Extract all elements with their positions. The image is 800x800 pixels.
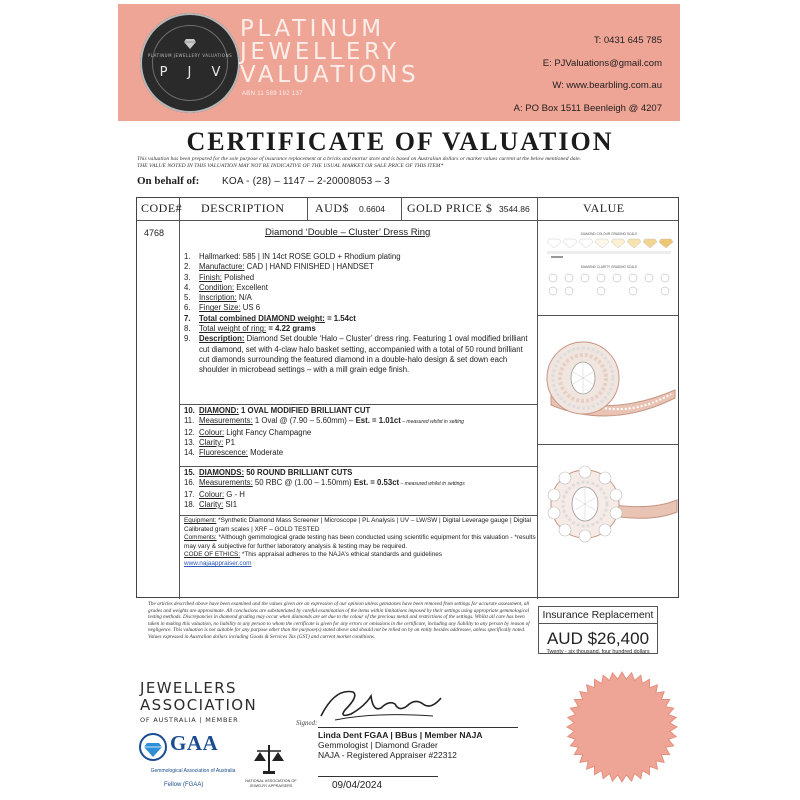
gold-price-label: GOLD PRICE $ <box>407 201 493 215</box>
item-text: Diamond Set double ‘Halo – Cluster’ dress ring. Featuring 1 oval modified brilliant cut diamond, set with 4-claw halo basket setting, accompanied with a total of 50 round brilliant cut diamonds surrounding the featured diamond in a double-halo design & set down each shoulder in microbead settings – with a mill grain edge finish. <box>199 334 528 375</box>
list-item <box>184 438 534 448</box>
item-text: Polished <box>221 272 255 282</box>
list-item <box>184 468 534 478</box>
item-label: Fluorescence: <box>199 448 248 458</box>
signer-registration: NAJA - Registered Appraiser #22312 <box>318 750 457 760</box>
item-label: Total combined DIAMOND weight: <box>199 313 325 323</box>
item-label: Condition: <box>199 282 235 292</box>
list-item <box>184 416 534 427</box>
certificate-title: CERTIFICATE OF VALUATION <box>186 127 614 156</box>
fellow-abbr: (FGAA) <box>181 782 204 788</box>
item-number: 14. <box>184 448 195 458</box>
grading-scale-chart <box>543 228 675 300</box>
item-label: Inscription: <box>199 293 237 303</box>
ring-top-photo <box>543 450 679 560</box>
signature-line <box>318 727 518 728</box>
col-divider <box>307 198 308 220</box>
item-number: 18. <box>184 499 195 509</box>
list-item <box>184 314 534 324</box>
item-label: Colour: <box>199 489 225 499</box>
equipment-line <box>184 517 536 534</box>
header-rule <box>137 220 678 221</box>
item-label: Manufacture: <box>199 262 245 272</box>
logo-ring-text: PLATINUM JEWELLERY VALUATIONS <box>147 53 233 58</box>
item-number: 15. <box>184 468 195 477</box>
comments-line <box>184 534 536 551</box>
naja-scales-icon <box>251 741 287 777</box>
item-number: 4. <box>184 282 191 292</box>
item-text: Hallmarked: 585 | IN 14ct ROSE GOLD + Rhodium plating <box>199 252 401 261</box>
list-item <box>184 406 534 416</box>
comments-label: Comments: <box>184 534 217 542</box>
ethics-line <box>184 551 536 560</box>
list-item <box>184 428 534 438</box>
letterhead-band <box>118 4 680 121</box>
item-number: 13. <box>184 437 195 447</box>
valuation-date: 09/04/2024 <box>332 780 383 791</box>
item-label: Measurements: <box>199 478 253 488</box>
abn-number: ABN 11 589 192 137 <box>242 91 303 97</box>
item-text: CAD | HAND FINISHED | HANDSET <box>244 262 374 272</box>
ja-line-1: JEWELLERS <box>140 679 237 697</box>
value-rule <box>537 315 678 316</box>
value-header: VALUE <box>583 201 625 215</box>
item-text: 1 Oval @ (7.90 – 5.60mm) – <box>252 416 356 426</box>
item-label: Total weight of ring: <box>199 324 267 334</box>
preamble <box>137 156 667 170</box>
list-item <box>184 303 534 313</box>
item-estimate: Est. = 1.01ct <box>355 416 401 426</box>
aud-header-label: AUD$ <box>315 201 349 215</box>
colour-scale-gems <box>547 239 673 248</box>
list-item <box>184 500 534 510</box>
item-text: = 1.54ct <box>324 313 356 323</box>
list-item <box>184 334 534 375</box>
on-behalf-label: On behalf of: <box>137 175 200 187</box>
item-label: Clarity: <box>199 499 224 509</box>
item-text: Excellent <box>234 282 268 292</box>
signer-name: Linda Dent FGAA | BBus | Member NAJA <box>318 730 483 740</box>
brand-line-2: JEWELLERY <box>240 39 400 65</box>
item-text: 50 RBC @ (1.00 – 1.50mm) <box>252 478 354 488</box>
item-number: 10. <box>184 406 195 415</box>
item-text: P1 <box>223 437 235 447</box>
section-rule <box>180 466 537 467</box>
equipment-notes <box>184 517 536 569</box>
gold-price-value: 3544.86 <box>499 204 530 214</box>
item-number: 5. <box>184 293 191 303</box>
item-text: 1 OVAL MODIFIED BRILLIANT CUT <box>238 406 371 415</box>
item-number: 3. <box>184 272 191 282</box>
col-divider <box>537 198 538 599</box>
colour-scale-heading: DIAMOND COLOUR GRADING SCALE <box>580 232 638 236</box>
list-item <box>184 283 534 293</box>
item-label: Measurements: <box>199 416 253 426</box>
item-text: G - H <box>224 489 245 499</box>
ethics-text: *This appraisal adheres to the NAJA’s ethical standards and guidelines <box>240 551 443 559</box>
item-label: Clarity: <box>199 437 224 447</box>
comments-text: *Although gemmological grade testing has been conducted using scientific equipment for this valuation - *results may vary & subjective for further laboratory analysis & testing may be required. <box>184 534 536 550</box>
ring-side-photo <box>543 320 679 440</box>
contact-details <box>514 30 662 120</box>
item-label: Finger Size: <box>199 303 241 313</box>
item-note: – measured whilst in setting <box>400 419 464 426</box>
email-text[interactable]: E: PJValuations@gmail.com <box>542 57 662 69</box>
equipment-label: Equipment: <box>184 517 217 524</box>
section-rule <box>180 404 537 405</box>
equipment-text: *Synthetic Diamond Mass Screener | Microscope | PL Analysis | UV – LW/SW | Digital Leverage gauge | Digital Calibrated gram scales | XRF – GOLD TESTED <box>184 517 532 533</box>
jewellers-association-logo <box>140 680 257 724</box>
item-number: 7. <box>184 313 191 323</box>
item-label: DIAMONDS: <box>199 468 245 477</box>
signer-role: Gemmologist | Diamond Grader <box>318 740 438 750</box>
valuation-table <box>136 197 679 598</box>
naja-link-line <box>184 560 536 569</box>
brand-line-1: PLATINUM <box>240 16 385 42</box>
list-item <box>184 293 534 303</box>
item-text: N/A <box>236 293 252 303</box>
list-item <box>184 273 534 283</box>
item-number: 8. <box>184 324 191 334</box>
insurance-amount-words: Twenty - six thousand, four hundred dollars <box>546 649 650 655</box>
value-rule <box>537 444 678 445</box>
aud-rate: 0.6604 <box>359 204 385 214</box>
ethics-label: CODE OF ETHICS: <box>184 551 241 559</box>
item-text: US 6 <box>240 303 261 313</box>
brand-name <box>240 18 419 87</box>
description-header: DESCRIPTION <box>201 201 285 215</box>
item-text: 50 ROUND BRILLIANT CUTS <box>244 468 353 477</box>
signer-details <box>318 730 483 760</box>
item-number: 1. <box>184 252 191 261</box>
item-number: 9. <box>184 334 191 344</box>
list-item <box>184 262 534 272</box>
item-text: Moderate <box>247 448 284 458</box>
disclaimer-text: The articles described above have been examined and the values given are an expression of our opinion unless gemstones have been removed from settings for accurate assessment, all grades and weights are approximate. All conclusions are substantiated by careful examination of the items within limitations imposed by their settings using appropriate gemmological testing methods. Discrepancies in diamond grading may occur when diamonds are set due to the colour of the precious metal and restrictions of the settings. Whilst all care has been taken in making this valuation, no liability to any person to whom the certificate is given for any errors or omissions in the certificate, including any liability to any person by reason of negligence. This valuation is not suitable for any purpose other than the purpose(s) stated above and should not be relied on by an entity besides addressee, unless specifically noted. Values expressed in Australian dollars including Goods & Services Tax (GST) and current market conditions. <box>148 601 530 640</box>
list-item <box>184 252 534 262</box>
brand-line-3: VALUATIONS <box>240 62 420 88</box>
item-estimate: Est. = 0.53ct <box>353 478 400 488</box>
item-number: 12. <box>184 427 195 437</box>
item-number: 6. <box>184 303 191 313</box>
item-number: 2. <box>184 262 191 272</box>
list-item <box>184 448 534 458</box>
item-label: Description: <box>199 334 245 344</box>
date-line <box>318 776 438 777</box>
logo-monogram: P J V <box>159 65 229 80</box>
item-label: Finish: <box>199 272 222 282</box>
preamble-line-1: This valuation has been prepared for the sole purpose of insurance replacement at a bricks and mortar store and is based on Australian dollars or market values current at the below mentioned date. <box>137 156 581 162</box>
item-note: – measured whilst in settings <box>399 481 465 488</box>
ja-line-3: OF AUSTRALIA | MEMBER <box>140 716 239 724</box>
diamond-icon <box>184 39 196 49</box>
item-number: 11. <box>184 416 195 426</box>
clarity-scale-gems <box>549 274 669 295</box>
list-item <box>184 490 534 500</box>
center-diamond-details <box>184 406 534 458</box>
naja-link[interactable]: www.najaappraiser.com <box>184 559 252 567</box>
col-divider <box>179 198 180 599</box>
fellow-label: Fellow <box>164 782 182 788</box>
item-text: Light Fancy Champagne <box>224 427 312 437</box>
item-number: 16. <box>184 478 195 488</box>
ja-line-2: ASSOCIATION <box>140 696 258 714</box>
address-text: A: PO Box 1511 Beenleigh @ 4207 <box>513 102 662 114</box>
embossed-seal-icon <box>566 671 678 783</box>
handwritten-signature <box>315 682 455 726</box>
item-label: Colour: <box>199 427 225 437</box>
list-item <box>184 478 534 489</box>
logo-inner-ring <box>152 25 228 101</box>
signed-label: Signed: <box>296 719 318 727</box>
col-divider <box>401 198 402 220</box>
item-text: SI1 <box>223 499 238 509</box>
website-text[interactable]: W: www.bearbling.com.au <box>552 80 662 91</box>
phone-text: T: 0431 645 785 <box>593 35 662 46</box>
on-behalf-value: KOA - (28) – 1147 – 2-20008053 – 3 <box>222 176 390 187</box>
pjv-logo <box>140 13 240 113</box>
insurance-amount: AUD $26,400 <box>546 629 650 648</box>
code-header: CODE# <box>141 201 183 215</box>
melee-diamond-details <box>184 468 534 510</box>
clarity-scale-heading: DIAMOND CLARITY GRADING SCALE <box>580 265 638 269</box>
section-rule <box>180 515 537 516</box>
naja-caption: NATIONAL ASSOCIATION OF JEWELRY APPRAISERS <box>245 779 297 788</box>
insurance-box <box>538 606 658 654</box>
item-text: = 4.22 grams <box>266 324 316 334</box>
list-item <box>184 324 534 334</box>
item-label: DIAMOND: <box>199 406 239 415</box>
gaa-subtitle: Gemmological Association of Australia <box>150 768 236 774</box>
item-details <box>184 252 534 376</box>
item-code: 4768 <box>144 228 165 238</box>
insurance-label: Insurance Replacement <box>539 607 657 624</box>
item-number: 17. <box>184 489 195 499</box>
gaa-wordmark: GAA <box>170 731 219 755</box>
preamble-line-2: THE VALUE NOTED IN THIS VALUATION MAY NOT BE INDICATIVE OF THE USUAL MARKET OR SALE PRICE OF THIS ITEM* <box>137 163 444 169</box>
fellow-designation <box>164 779 203 788</box>
item-title: Diamond ‘Double – Cluster’ Dress Ring <box>265 227 431 238</box>
